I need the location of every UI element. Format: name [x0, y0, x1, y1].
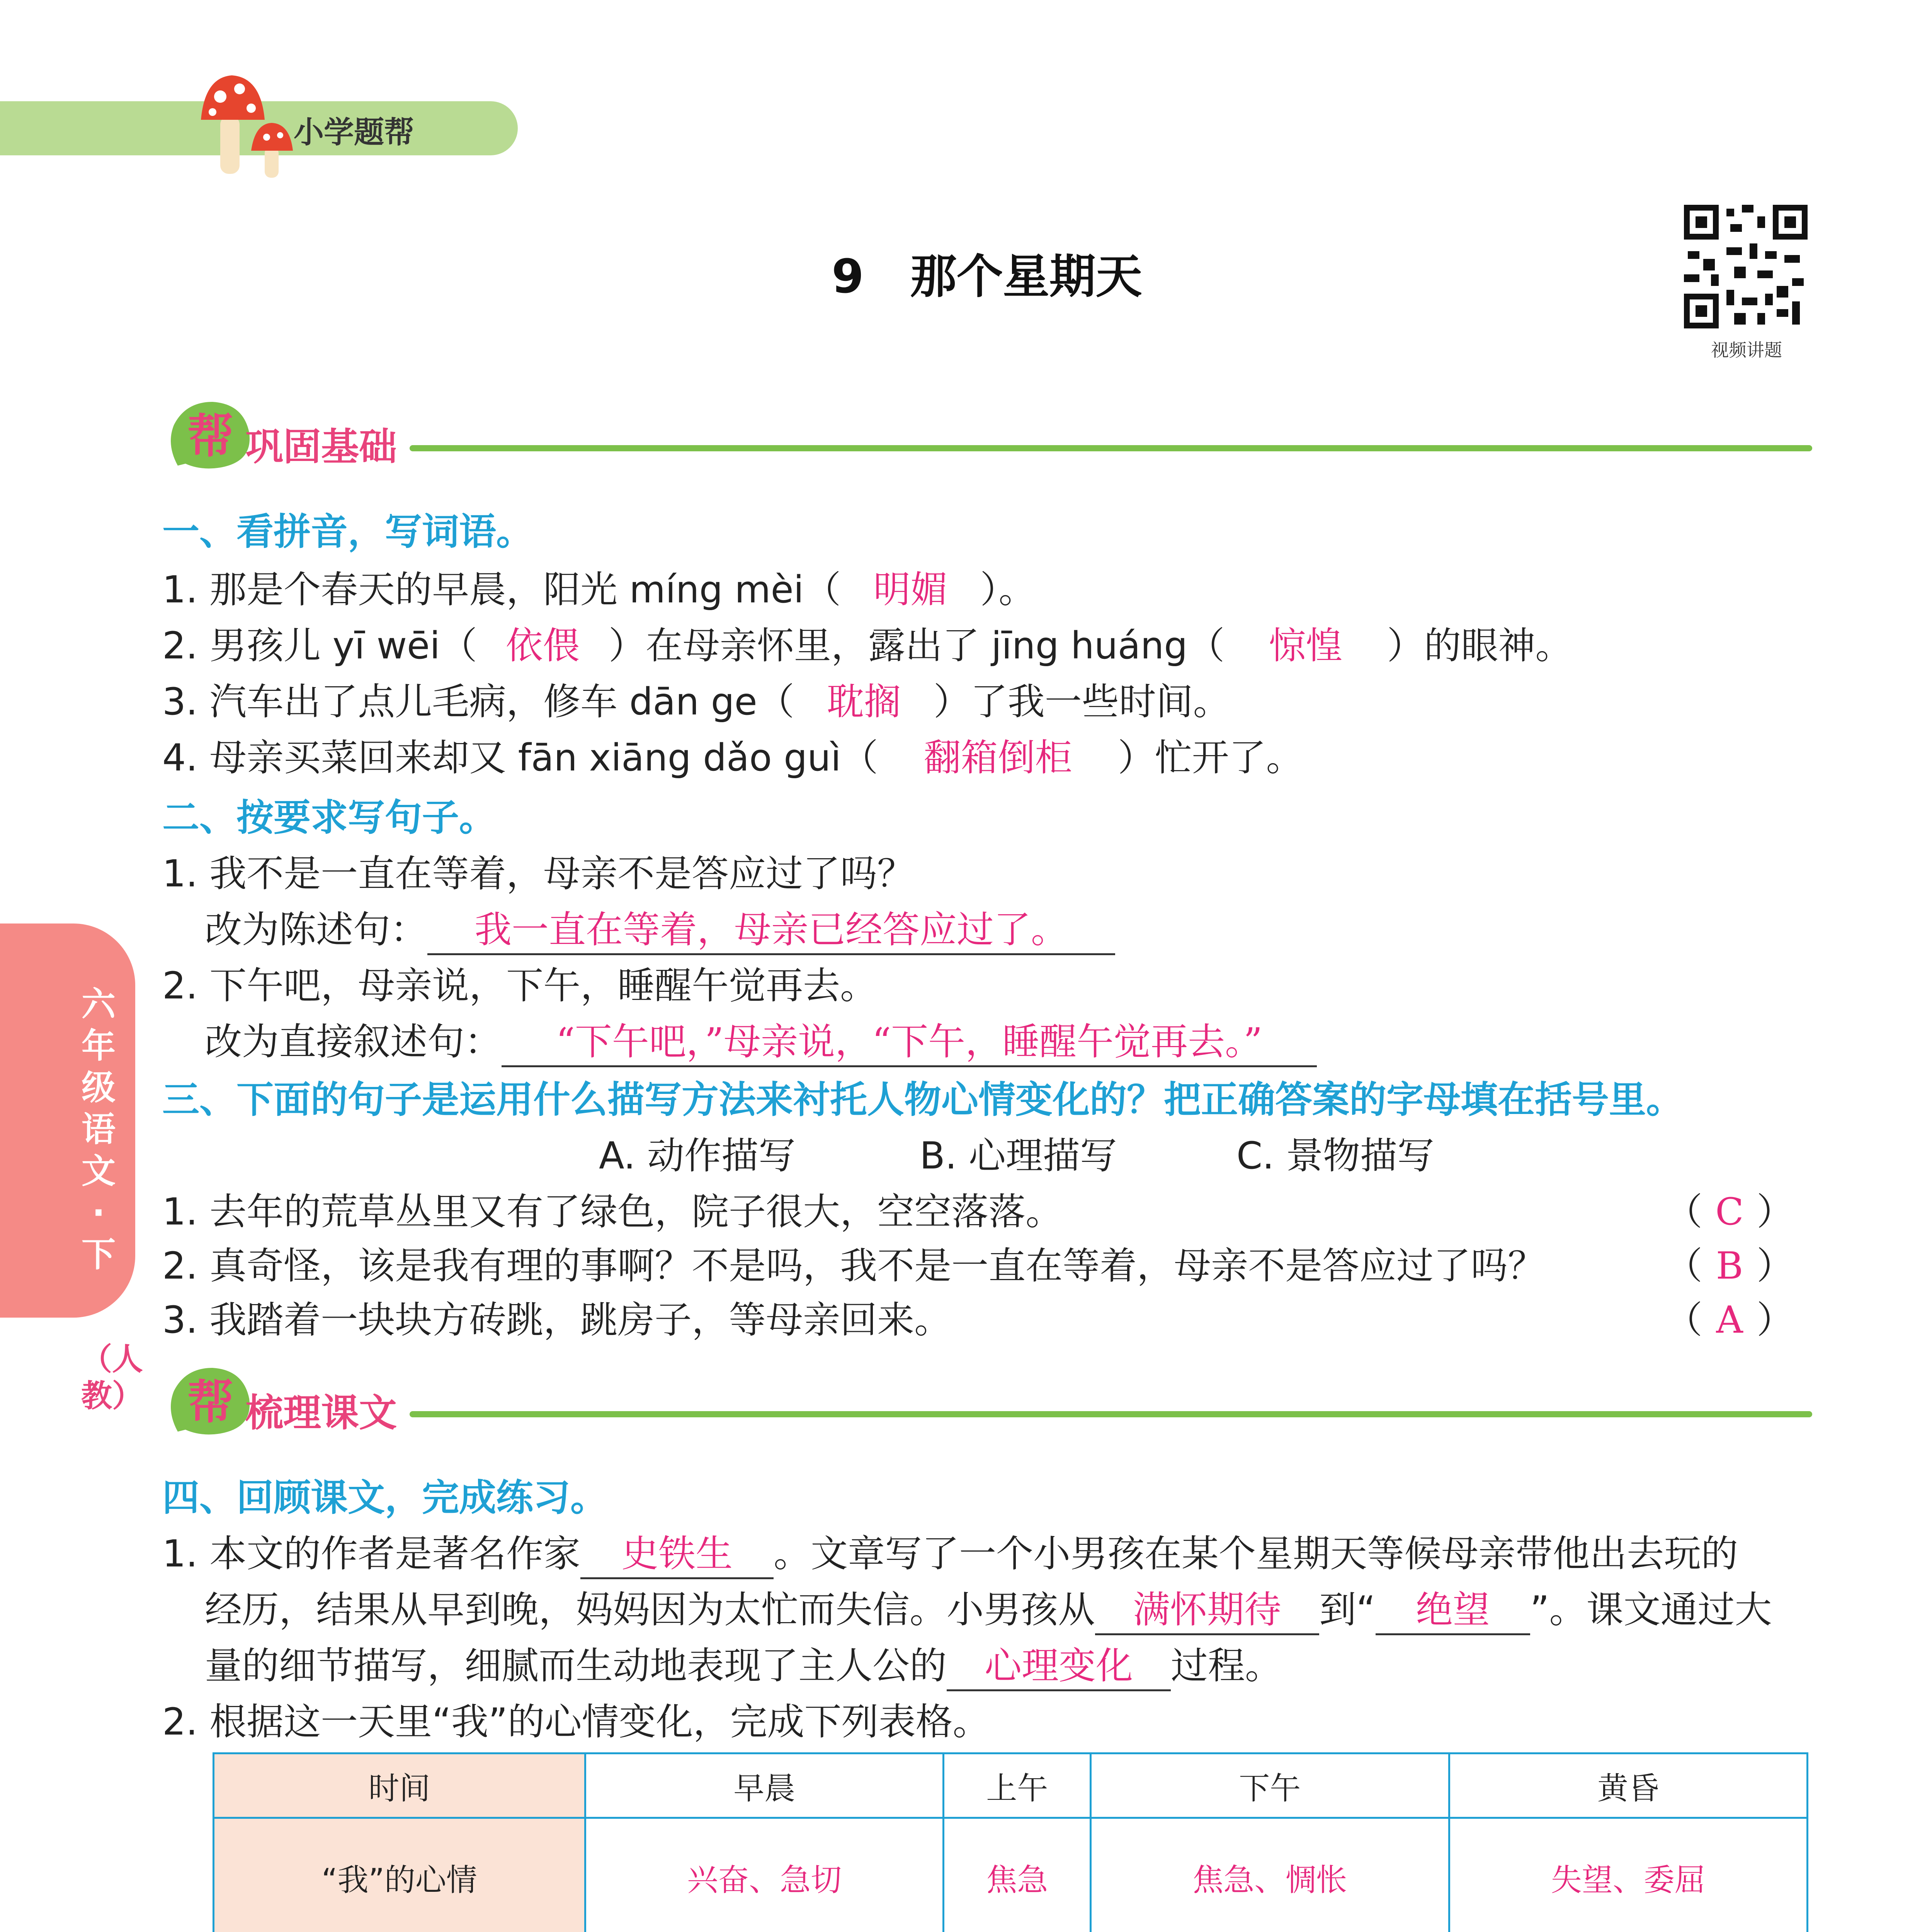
- table-header-cell: 下午: [1091, 1753, 1449, 1818]
- q2-sentence-1: 1. 我不是一直在等着，母亲不是答应过了吗？: [162, 852, 915, 895]
- mood-table: [213, 1752, 1808, 1932]
- q4-line-4: 2. 根据这一天里“我”的心情变化，完成下列表格。: [162, 1700, 990, 1743]
- qr-code-icon[interactable]: [1680, 201, 1811, 332]
- q1-item-2: 2. 男孩儿 yī wēi（ 依偎 ）在母亲怀里，露出了 jīng huáng（ 惊惶 ）的眼神。: [162, 616, 1572, 669]
- section-badge-char: 帮: [187, 1376, 234, 1429]
- q2-heading: 二、按要求写句子。: [162, 796, 496, 839]
- q1-item-4: 4. 母亲买菜回来却又 fān xiāng dǎo guì（ 翻箱倒柜 ）忙开了。: [162, 728, 1303, 781]
- q3-bracket-1: （ C ）: [1665, 1190, 1794, 1233]
- section-banner-basics: [162, 398, 1812, 475]
- speech-badge-icon: [162, 1364, 255, 1441]
- q3-heading: 三、下面的句子是运用什么描写方法来衬托人物心情变化的？把正确答案的字母填在括号里。: [162, 1078, 1683, 1121]
- q3-bracket-3: （ A ）: [1665, 1298, 1794, 1342]
- table-row-label: “我”的心情: [214, 1818, 585, 1932]
- speech-badge-icon: [162, 398, 255, 475]
- q4-line-2: 经历，结果从早到晚，妈妈因为太忙而失信。小男孩从 满怀期待 到“ 绝望 ”。课文通过大: [205, 1580, 1772, 1635]
- table-header-cell: 黄昏: [1449, 1753, 1808, 1818]
- table-header-cell: 早晨: [585, 1753, 944, 1818]
- q4-line-1: 1. 本文的作者是著名作家 史铁生 。文章写了一个小男孩在某个星期天等候母亲带他出去玩的: [162, 1524, 1738, 1579]
- q3-answer-1: C: [1715, 1190, 1744, 1233]
- section-title: 梳理课文: [245, 1391, 397, 1435]
- q4-process-answer: 心理变化: [947, 1636, 1171, 1691]
- table-cell-answer: 兴奋、急切: [585, 1818, 944, 1932]
- table-cell-answer: 焦急: [944, 1818, 1091, 1932]
- q1-answer-2a: 依偎: [505, 624, 580, 667]
- q1-heading: 一、看拼音，写词语。: [162, 510, 533, 553]
- q3-option-b: B. 心理描写: [920, 1134, 1117, 1177]
- q3-item-3: 3. 我踏着一块块方砖跳，跳房子，等母亲回来。: [162, 1298, 952, 1342]
- table-cell-answer: 失望、委屈: [1449, 1818, 1808, 1932]
- q3-item-2: 2. 真奇怪，该是我有理的事啊？不是吗，我不是一直在等着，母亲不是答应过了吗？: [162, 1244, 1545, 1287]
- q4-from-answer: 满怀期待: [1095, 1580, 1319, 1635]
- q1-answer-2b: 惊惶: [1269, 624, 1343, 667]
- q2-answer-line-1: 改为陈述句： 我一直在等着，母亲已经答应过了。: [205, 900, 1115, 955]
- table-cell-answer: 焦急、惆怅: [1091, 1818, 1449, 1932]
- q3-option-a: A. 动作描写: [599, 1134, 796, 1177]
- section-title: 巩固基础: [245, 425, 397, 469]
- table-header-cell: 时间: [214, 1753, 585, 1818]
- q1-item-3: 3. 汽车出了点儿毛病，修车 dān ge（ 耽搁 ）了我一些时间。: [162, 672, 1230, 725]
- table-header-cell: 上午: [944, 1753, 1091, 1818]
- q1-answer-3: 耽搁: [827, 680, 901, 723]
- side-tab-text: 六年级语文·下: [81, 984, 116, 1274]
- q1-answer-4: 翻箱倒柜: [923, 736, 1072, 779]
- table-header-row: [214, 1753, 1808, 1818]
- q3-item-1: 1. 去年的荒草丛里又有了绿色，院子很大，空空落落。: [162, 1190, 1063, 1233]
- section-banner-review: [162, 1364, 1812, 1441]
- brand-label: 小学题帮: [294, 115, 415, 150]
- q3-bracket-2: （ B ）: [1665, 1244, 1794, 1287]
- page-title: 9 那个星期天: [832, 250, 1142, 304]
- mushroom-icon: [197, 66, 298, 182]
- q2-answer-line-2: 改为直接叙述句： “下午吧，”母亲说，“下午，睡醒午觉再去。”: [205, 1012, 1317, 1067]
- table-row: [214, 1818, 1808, 1932]
- q2-answer-1: 我一直在等着，母亲已经答应过了。: [427, 900, 1115, 955]
- q3-answer-3: A: [1716, 1298, 1743, 1342]
- qr-caption: 视频讲题: [1711, 340, 1782, 361]
- q4-to-answer: 绝望: [1376, 1580, 1530, 1635]
- q4-heading: 四、回顾课文，完成练习。: [162, 1476, 607, 1519]
- side-tab-edition: （人教）: [81, 1341, 143, 1414]
- q4-line-3: 量的细节描写，细腻而生动地表现了主人公的 心理变化 过程。: [205, 1636, 1282, 1691]
- q1-answer-1: 明媚: [873, 568, 948, 611]
- q2-answer-2: “下午吧，”母亲说，“下午，睡醒午觉再去。”: [502, 1012, 1317, 1067]
- q3-answer-2: B: [1716, 1244, 1743, 1287]
- q4-author-answer: 史铁生: [580, 1524, 774, 1579]
- section-rule: [410, 445, 1812, 451]
- q3-option-c: C. 景物描写: [1236, 1134, 1435, 1177]
- section-rule: [410, 1411, 1812, 1417]
- q1-item-1: 1. 那是个春天的早晨，阳光 míng mèi（ 明媚 ）。: [162, 560, 1036, 613]
- q2-sentence-2: 2. 下午吧，母亲说，下午，睡醒午觉再去。: [162, 964, 878, 1007]
- section-badge-char: 帮: [187, 410, 234, 463]
